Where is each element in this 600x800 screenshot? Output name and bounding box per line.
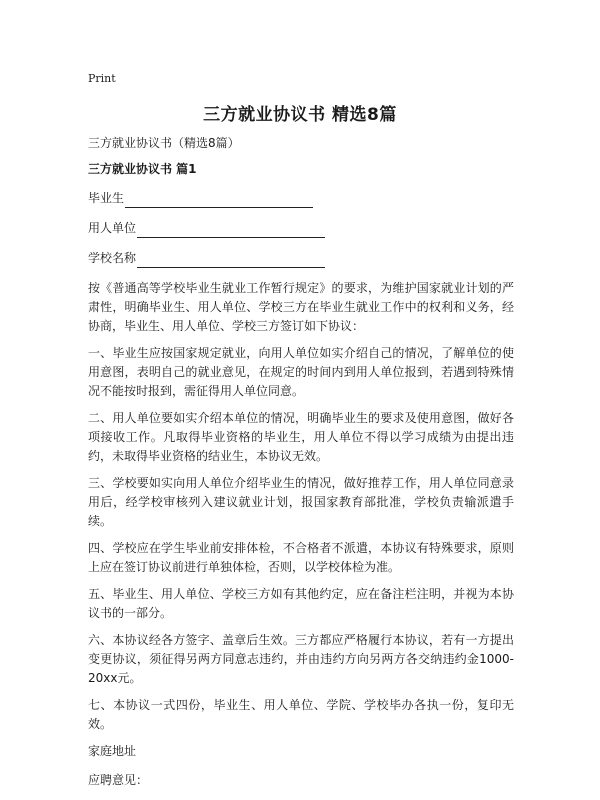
school-field-label: 学校名称 [88, 251, 137, 265]
graduate-field-label: 毕业生 [88, 191, 125, 205]
employer-field-label: 用人单位 [88, 221, 137, 235]
clause-6-paragraph: 六、本协议经各方签字、盖章后生效。三方都应严格履行本协议，若有一方提出变更协议，须征得另两方同意志违约，并由违约方向另两方各交纳违约金1000-20xx元。 [88, 633, 514, 685]
clause-7-paragraph: 七、本协议一式四份，毕业生、用人单位、学院、学校毕办各执一份，复印无效。 [88, 698, 514, 731]
school-blank-line [137, 253, 325, 268]
clause-5-paragraph: 五、毕业生、用人单位、学校三方如有其他约定，应在备注栏注明，并视为本协议书的一部分。 [88, 587, 514, 620]
document-subtitle: 三方就业协议书（精选8篇） [88, 136, 240, 150]
clause-4-paragraph: 四、学校应在学生毕业前安排体检，不合格者不派遣，本协议有特殊要求，原则上应在签订协议前进行单独体检，否则，以学校体检为准。 [88, 541, 514, 574]
home-address-label: 家庭地址 [88, 744, 137, 758]
clause-3-paragraph: 三、学校要如实向用人单位介绍毕业生的情况，做好推荐工作，用人单位同意录用后，经学校审核列入建议就业计划，报国家教育部批准，学校负责输派遣手续。 [88, 476, 514, 528]
graduate-field [88, 189, 514, 208]
employer-field [88, 219, 514, 238]
document-title: 三方就业协议书 精选8篇 [203, 105, 397, 125]
clause-1-paragraph: 一、毕业生应按国家规定就业，向用人单位如实介绍自己的情况，了解单位的使用意图，表明自己的就业意见，在规定的时间内到用人单位报到，若遇到特殊情况不能按时报到，需征得用人单位同意。 [88, 346, 514, 398]
graduate-blank-line [125, 193, 313, 208]
intro-paragraph: 按《普通高等学校毕业生就业工作暂行规定》的要求，为维护国家就业计划的严肃性，明确毕业生、用人单位、学校三方在毕业生就业工作中的权利和义务，经协商，毕业生、用人单位、学校三方签订如下协议： [88, 281, 514, 333]
section-heading: 三方就业协议书 篇1 [88, 162, 197, 176]
clause-2-paragraph: 二、用人单位要如实介绍本单位的情况，明确毕业生的要求及使用意图，做好各项接收工作。凡取得毕业资格的毕业生，用人单位不得以学习成绩为由提出违约，未取得毕业资格的结业生，本协议无效。 [88, 411, 514, 463]
school-field [88, 249, 514, 268]
opinion-label: 应聘意见： [88, 773, 149, 787]
print-label: Print [88, 72, 116, 85]
employer-blank-line [137, 223, 325, 238]
document-body [88, 134, 514, 800]
